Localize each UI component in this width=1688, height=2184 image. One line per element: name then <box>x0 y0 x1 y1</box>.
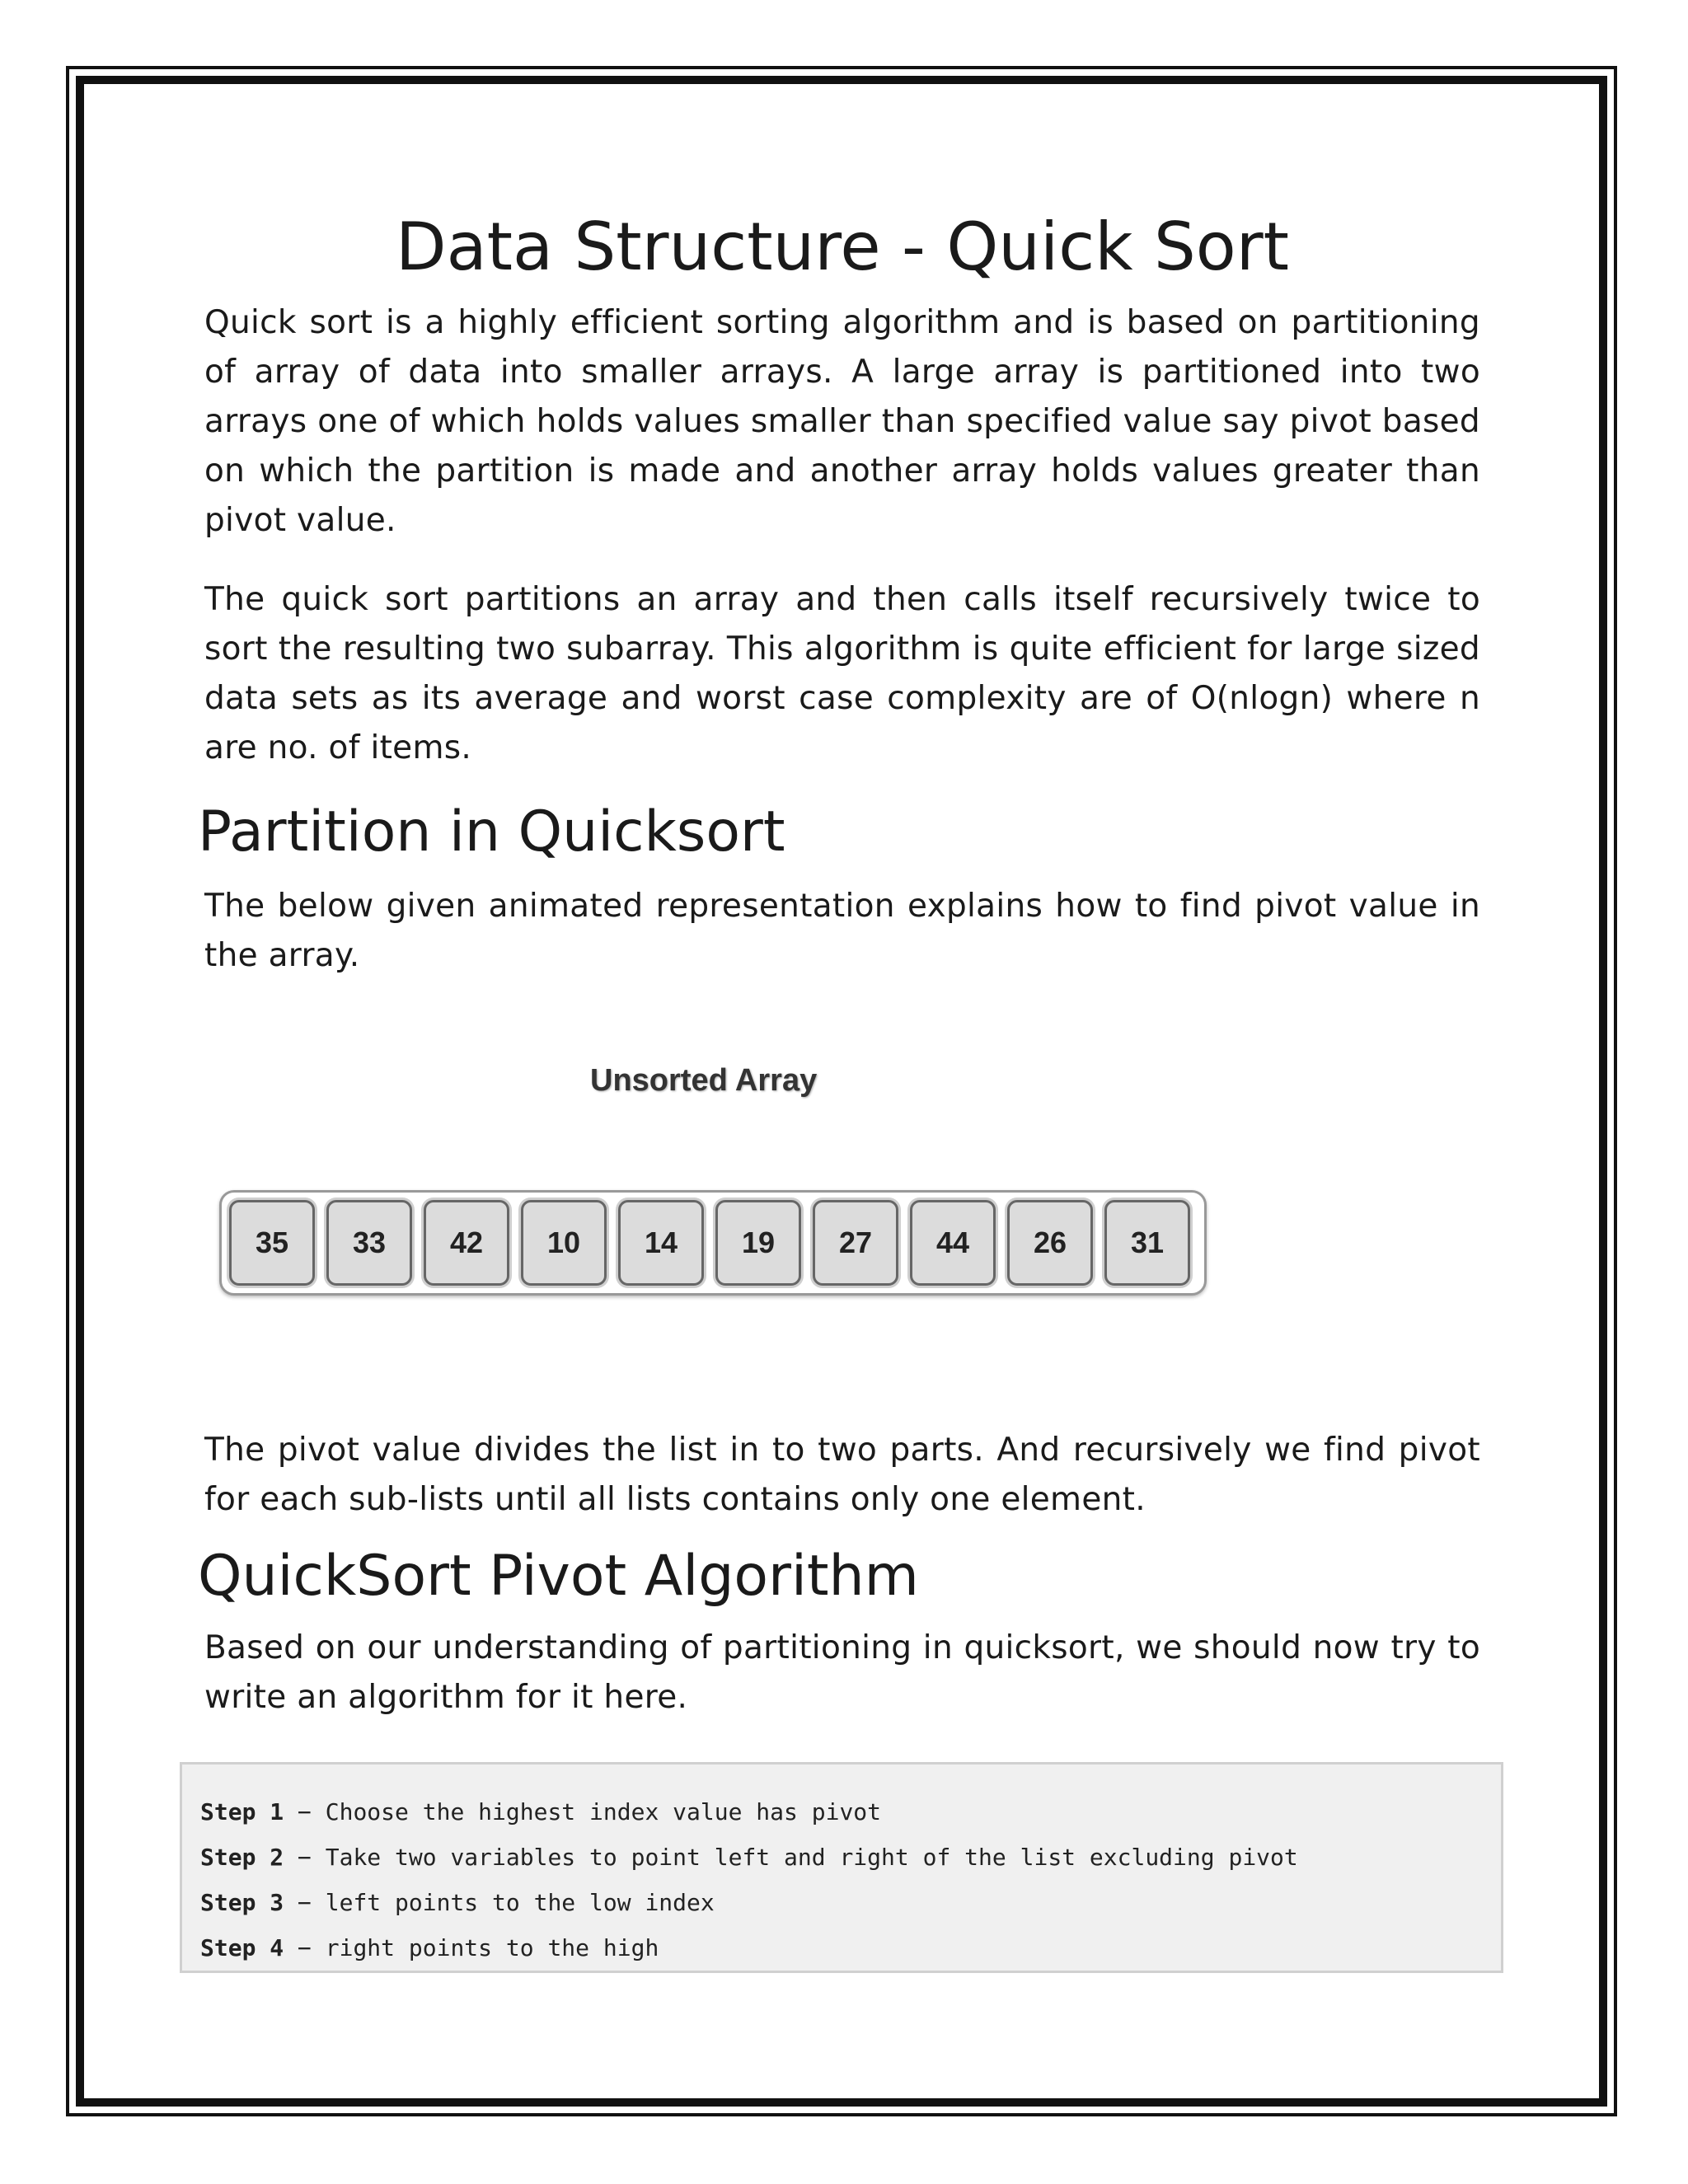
pivot-explanation-block <box>204 1426 1480 1525</box>
array-cell: 27 <box>813 1200 898 1286</box>
intro-paragraph-2: The quick sort partitions an array and then calls itself recursively twice to sort the resulting two subarray. This algorithm is quite efficient for large sized data sets as its average and worst case complexity are of O(nlogn) where n are no. of items. <box>204 581 1480 766</box>
step-text: − left points to the low index <box>284 1889 715 1916</box>
array-cell: 31 <box>1104 1200 1190 1286</box>
algorithm-code-box <box>180 1762 1503 1973</box>
array-cells <box>229 1200 1190 1286</box>
figure-caption: Unsorted Array <box>590 1063 818 1098</box>
array-cell: 44 <box>910 1200 996 1286</box>
array-cell: 14 <box>618 1200 704 1286</box>
step-text: − Take two variables to point left and right of the list excluding pivot <box>284 1844 1298 1871</box>
algorithm-heading: QuickSort Pivot Algorithm <box>198 1544 919 1609</box>
intro-paragraph-1: Quick sort is a highly efficient sorting algorithm and is based on partitioning of array of data into smaller arrays. A large array is partitioned into two arrays one of which holds values smaller than specified value say pivot based on which the partition is made and another array holds values greater than pivot value. <box>204 304 1480 539</box>
code-line-step-4 <box>200 1925 1484 1971</box>
array-cell: 26 <box>1007 1200 1093 1286</box>
code-line-step-2 <box>200 1835 1484 1880</box>
page-title: Data Structure - Quick Sort <box>396 209 1289 285</box>
intro-section-2 <box>204 575 1480 773</box>
array-cell: 33 <box>326 1200 412 1286</box>
algorithm-text: Based on our understanding of partitioning in quicksort, we should now try to write an algorithm for it here. <box>204 1629 1480 1716</box>
array-cell: 42 <box>424 1200 509 1286</box>
array-cell: 35 <box>229 1200 315 1286</box>
step-label: Step 2 <box>200 1844 284 1871</box>
step-text: − right points to the high <box>284 1934 659 1961</box>
partition-text: The below given animated representation explains how to find pivot value in the array. <box>204 888 1480 974</box>
array-cell: 19 <box>715 1200 801 1286</box>
step-label: Step 1 <box>200 1798 284 1825</box>
intro-section <box>204 298 1480 546</box>
algorithm-text-block <box>204 1624 1480 1722</box>
array-cell: 10 <box>521 1200 607 1286</box>
code-line-step-3 <box>200 1880 1484 1925</box>
partition-text-block <box>204 882 1480 981</box>
step-label: Step 3 <box>200 1889 284 1916</box>
pivot-explanation: The pivot value divides the list in to two parts. And recursively we find pivot for each sub-lists until all lists contains only one element. <box>204 1432 1480 1518</box>
partition-heading: Partition in Quicksort <box>198 799 785 865</box>
code-line-step-1 <box>200 1789 1484 1835</box>
step-label: Step 4 <box>200 1934 284 1961</box>
step-text: − Choose the highest index value has pivot <box>284 1798 882 1825</box>
